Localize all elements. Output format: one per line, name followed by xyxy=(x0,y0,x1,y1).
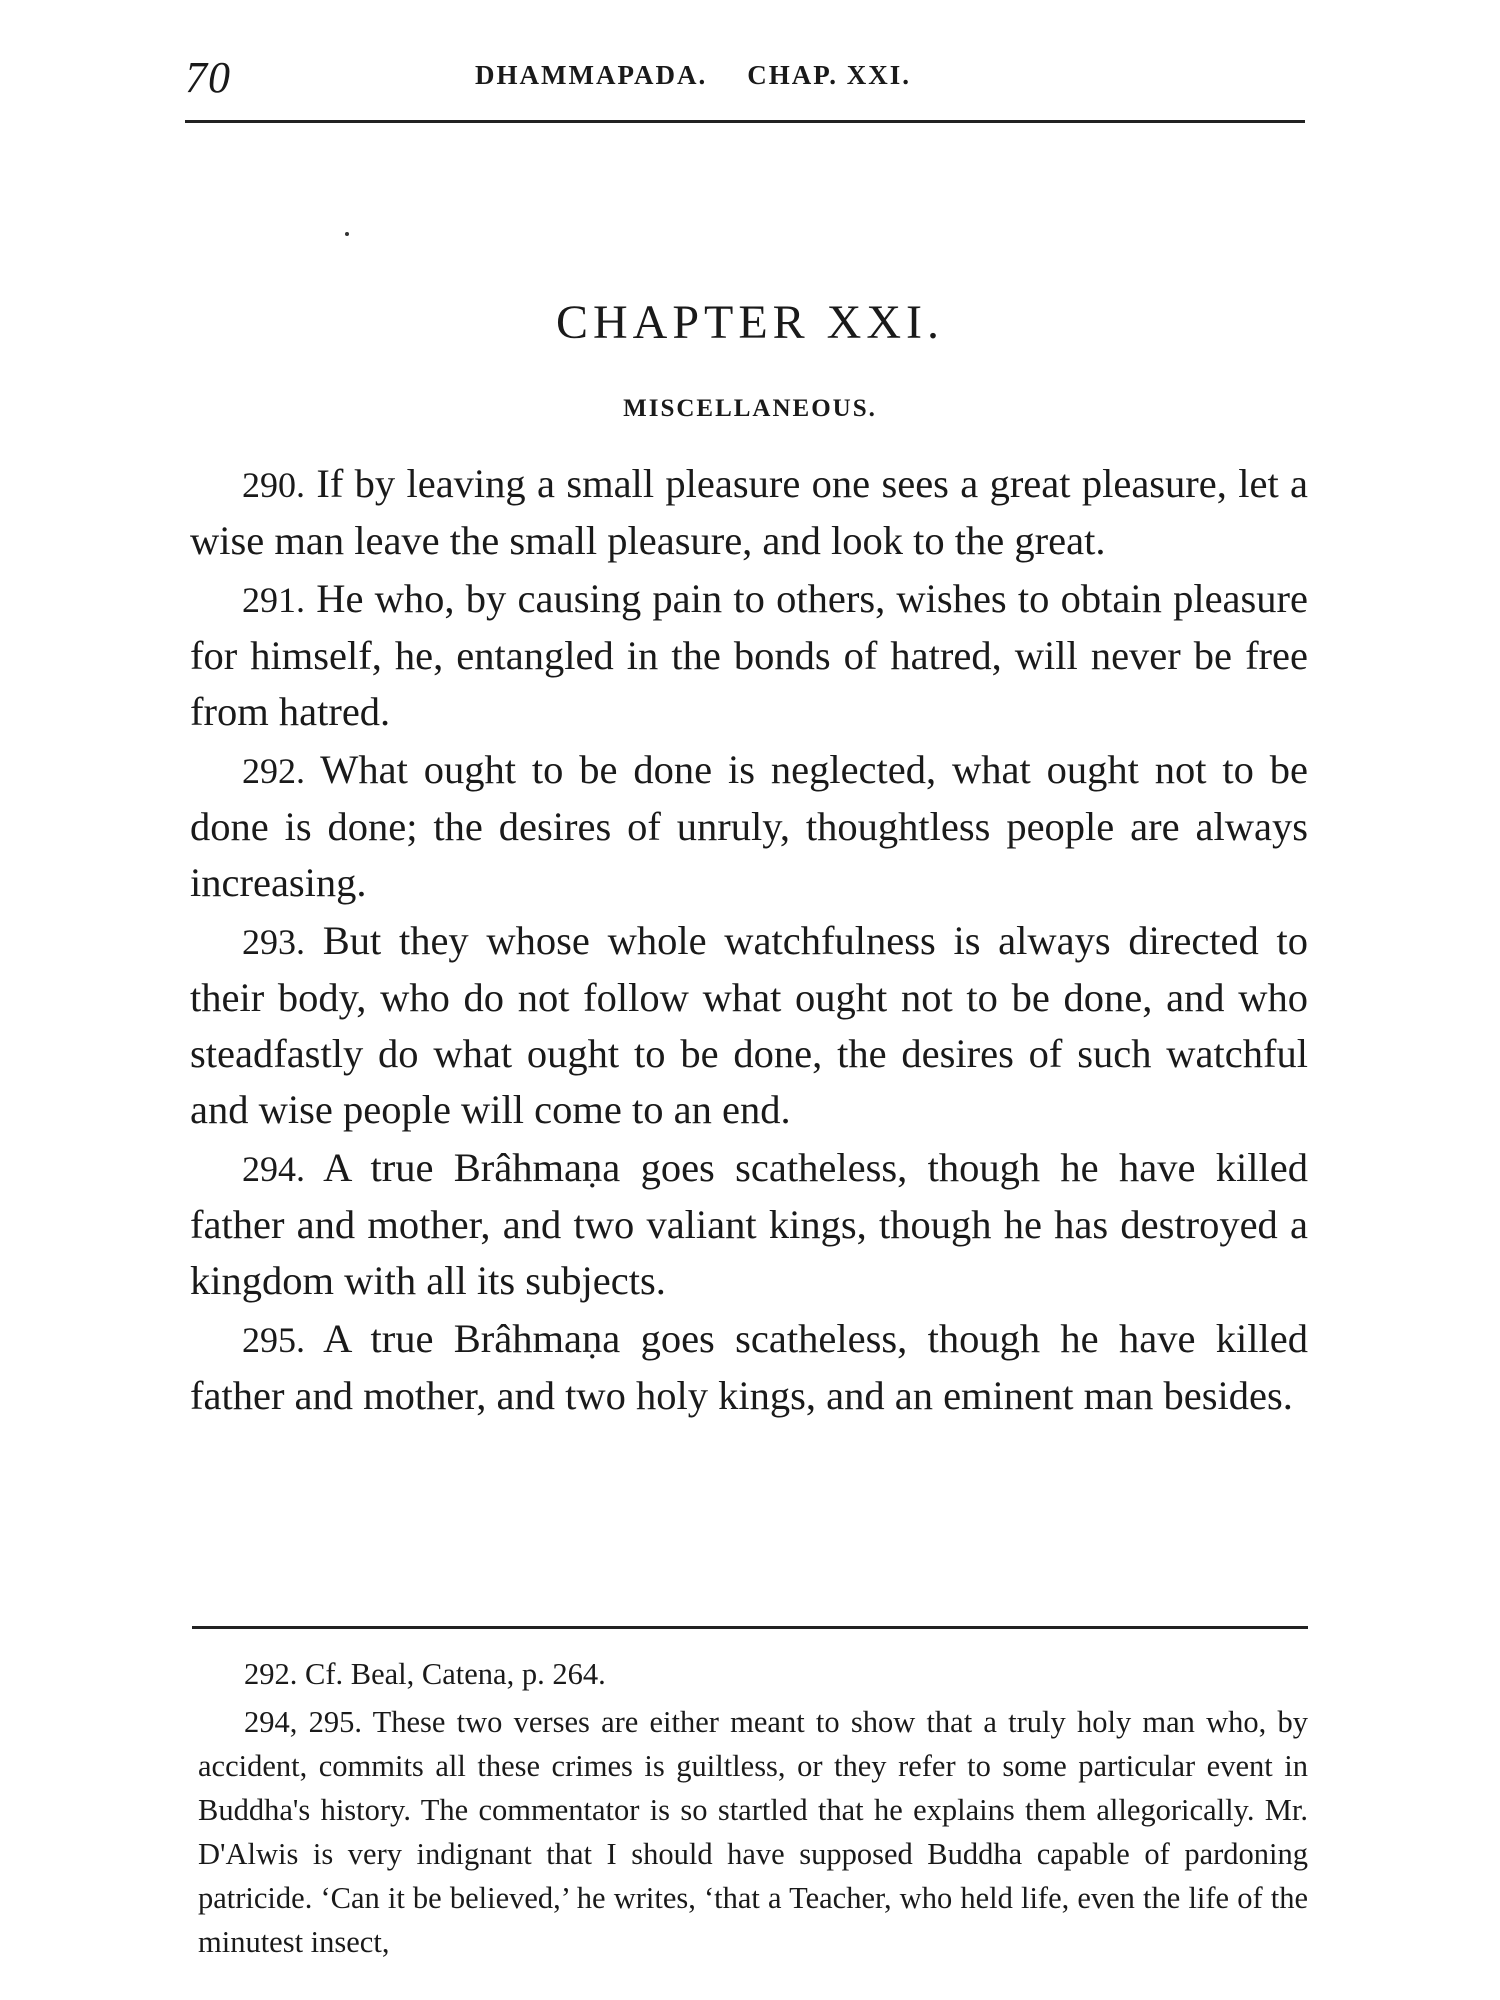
verse-text: But they whose whole watchfulness is always directed to their body, who do not follow what ought not to be done, and who steadfastly do what ought to be done, the desires of such watchful and wise people will come to an end. xyxy=(190,918,1308,1132)
print-speck xyxy=(345,232,349,236)
verse-291 xyxy=(190,571,1308,740)
running-title xyxy=(475,60,911,91)
footnote-292 xyxy=(198,1652,1308,1696)
chapter-ref: CHAP. XXI. xyxy=(747,60,911,90)
footnote-list xyxy=(198,1652,1308,1968)
verse-text: A true Brâhmaṇa goes scatheless, though he have killed father and mother, and two valiant kings, though he has destroyed a kingdom with all its subjects. xyxy=(190,1145,1309,1303)
verse-292 xyxy=(190,742,1308,911)
running-head xyxy=(185,52,1305,112)
footnote-ref: 292. xyxy=(244,1657,298,1691)
page-number: 70 xyxy=(185,53,231,102)
verse-293 xyxy=(190,913,1308,1138)
verse-text: If by leaving a small pleasure one sees a great pleasure, let a wise man leave the small pleasure, and look to the great. xyxy=(190,461,1309,563)
footnote-294-295 xyxy=(198,1700,1308,1964)
verse-number: 292. xyxy=(242,751,305,791)
book-title: DHAMMAPADA. xyxy=(475,60,708,90)
verse-number: 295. xyxy=(242,1320,305,1360)
chapter-title: CHAPTER XXI. xyxy=(555,296,944,349)
verse-number: 293. xyxy=(242,922,305,962)
verse-list xyxy=(190,456,1308,1426)
verse-number: 294. xyxy=(242,1149,305,1189)
header-rule xyxy=(185,120,1305,123)
verse-290 xyxy=(190,456,1308,569)
verse-295 xyxy=(190,1311,1308,1424)
footnote-rule xyxy=(192,1626,1308,1629)
footnote-text: Cf. Beal, Catena, p. 264. xyxy=(305,1657,606,1691)
verse-text: What ought to be done is neglected, what ought not to be done is done; the desires of unruly, thoughtless people are always increasing. xyxy=(190,747,1308,905)
footnote-ref: 294, 295. xyxy=(244,1705,362,1739)
verse-294 xyxy=(190,1140,1308,1309)
verse-text: He who, by causing pain to others, wishes to obtain pleasure for himself, he, entangled in the bonds of hatred, will never be free from hatred. xyxy=(190,576,1309,734)
verse-text: A true Brâhmaṇa goes scatheless, though he have killed father and mother, and two holy kings, and an eminent man besides. xyxy=(190,1316,1309,1418)
verse-number: 291. xyxy=(242,580,305,620)
verse-number: 290. xyxy=(242,465,305,505)
chapter-subtitle: MISCELLANEOUS. xyxy=(623,395,877,422)
footnote-text: These two verses are either meant to show that a truly holy man who, by accident, commits all these crimes is guiltless, or they refer to some particular event in Buddha's history. The commentator is so startled that he explains them allegorically. Mr. D'Alwis is very indignant that I should have supposed Buddha capable of pardoning patricide. ‘Can it be believed,’ he writes, ‘that a Teacher, who held life, even the life of the minutest insect, xyxy=(198,1705,1308,1959)
